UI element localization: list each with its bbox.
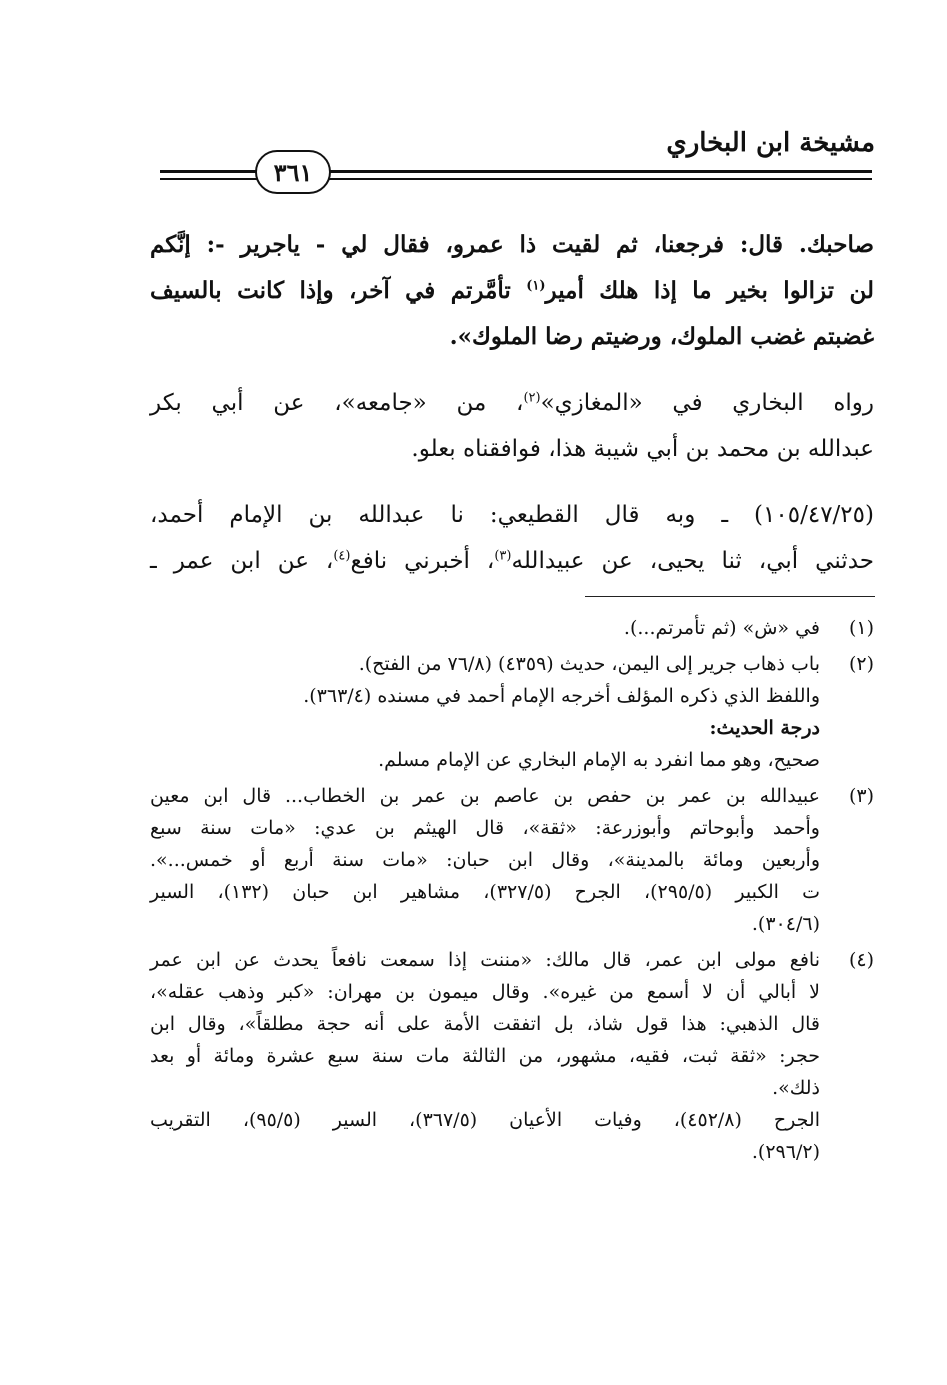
footnote-ref-2[interactable]: (٢)	[523, 390, 541, 406]
main-text	[150, 222, 874, 604]
paragraph-3	[150, 492, 874, 584]
footnote-line: في «ش» (ثم تأمرتم...).	[623, 617, 820, 639]
page-number: ٣٦١	[255, 150, 331, 194]
footnote-2	[150, 648, 874, 776]
footnote-3	[150, 780, 874, 940]
paragraph-1-line-2-end: تأمَّرتم في آخر، وإذا كانت بالسيف	[150, 277, 527, 304]
paragraph-1	[150, 222, 874, 360]
paragraph-1-line-2	[150, 268, 874, 314]
footnote-line: (٣٠٤/٦).	[751, 913, 820, 935]
paragraph-1-line-3: غضبتم غضب الملوك، ورضيتم رضا الملوك».	[449, 323, 874, 350]
book-title: مشيخة ابن البخاري	[666, 128, 875, 158]
footnote-line: وأحمد وأبوحاتم وأبوزرعة: «ثقة»، قال الهيثم بن عدي: «مات سنة سبع	[150, 817, 820, 839]
paragraph-3-line-2-c: ، عن ابن عمر ـ	[150, 548, 334, 574]
footnote-ref-4[interactable]: (٤)	[333, 548, 351, 564]
footnote-line: واللفظ الذي ذكره المؤلف أخرجه الإمام أحمد في مسنده (٣٦٣/٤).	[303, 685, 820, 707]
footnote-line: حجر: «ثقة ثبت، فقيه، مشهور، من الثالثة مات سنة سبع عشرة ومائة أو بعد	[150, 1045, 820, 1067]
footnote-line: (٢٩٦/٢).	[751, 1141, 820, 1163]
paragraph-3-line-1: (١٠٥/٤٧/٢٥) ـ وبه قال القطيعي: نا عبدالله بن الإمام أحمد،	[150, 502, 874, 528]
footnote-number: (١)	[848, 617, 874, 639]
footnote-1	[150, 612, 874, 644]
footnote-line: نافع مولى ابن عمر، قال مالك: «مننت إذا سمعت نافعاً يحدث عن ابن عمر	[150, 949, 820, 971]
footnote-ref-1[interactable]: (١)	[526, 278, 546, 294]
paragraph-2-line-1-start: رواه البخاري في «المغازي»	[540, 390, 874, 416]
footnote-line: الجرح (٤٥٢/٨)، وفيات الأعيان (٣٦٧/٥)، السير (٩٥/٥)، التقريب	[150, 1109, 820, 1131]
paragraph-2	[150, 380, 874, 472]
footnote-number: (٢)	[848, 653, 874, 675]
footnote-line: قال الذهبي: هذا قول شاذ، بل اتفقت الأمة على أنه حجة مطلقاً»، وقال ابن	[150, 1013, 820, 1035]
paragraph-3-line-2	[150, 538, 874, 584]
footnote-line: ذلك».	[772, 1077, 820, 1099]
footnote-line: وأربعين ومائة بالمدينة»، وقال ابن حبان: «مات سنة أربع أو خمس...».	[150, 849, 820, 871]
footnote-line: صحيح، وهو مما انفرد به الإمام البخاري عن الإمام مسلم.	[378, 749, 820, 771]
paragraph-1-line-1: صاحبك. قال: فرجعنا، ثم لقيت ذا عمرو، فقال لي - ياجرير -: إنَّكم	[150, 231, 874, 258]
paragraph-2-line-2: عبدالله بن محمد بن أبي شيبة هذا، فوافقناه بعلو.	[411, 436, 874, 462]
footnotes	[150, 612, 874, 1172]
footnote-4	[150, 944, 874, 1168]
paragraph-2-line-1-end: ، من «جامعه»، عن أبي بكر	[150, 390, 524, 416]
footnote-line: لا أبالي أن لا أسمع من غيره». وقال ميمون بن مهران: «كبر وذهب عقله»،	[150, 981, 820, 1003]
paragraph-3-line-2-b: ، أخبرني نافع	[350, 548, 495, 574]
paragraph-3-line-2-a: حدثني أبي، ثنا يحيى، عن عبيدالله	[511, 548, 874, 574]
paragraph-1-line-2-start: لن تزالوا بخير ما إذا هلك أمير	[545, 277, 874, 304]
footnote-number: (٣)	[848, 785, 874, 807]
paragraph-2-line-1	[150, 380, 874, 426]
footnote-separator	[585, 596, 875, 597]
footnote-line: عبيدالله بن عمر بن حفص بن عاصم بن عمر بن الخطاب... قال ابن معين	[150, 785, 820, 807]
footnote-line: باب ذهاب جرير إلى اليمن، حديث (٤٣٥٩) (٧٦/٨ من الفتح).	[358, 653, 820, 675]
footnote-ref-3[interactable]: (٣)	[494, 548, 512, 564]
footnote-line: ت الكبير (٢٩٥/٥)، الجرح (٣٢٧/٥)، مشاهير ابن حبان (١٣٢)، السير	[150, 881, 820, 903]
footnote-heading: درجة الحديث:	[709, 717, 820, 739]
footnote-number: (٤)	[848, 949, 874, 971]
